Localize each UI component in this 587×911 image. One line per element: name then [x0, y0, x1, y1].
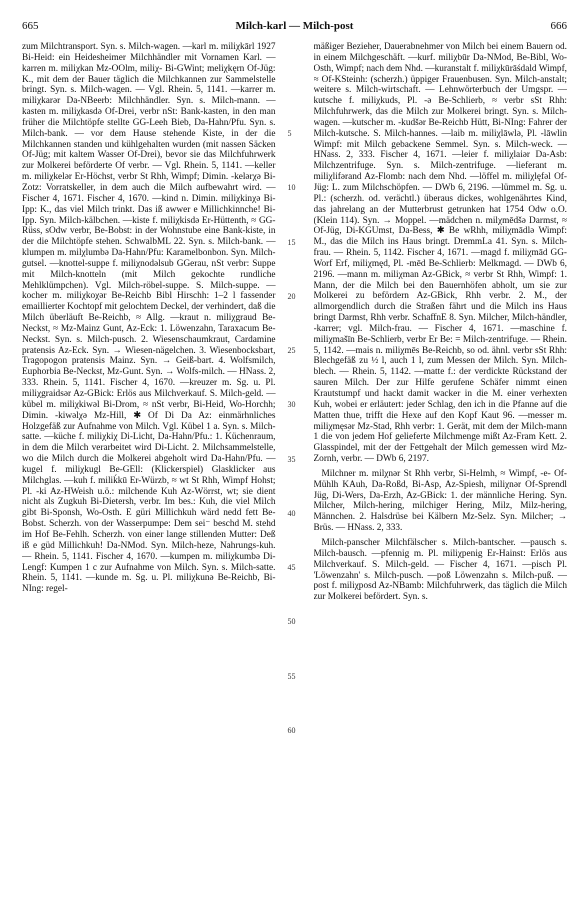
line-number: 60	[287, 726, 296, 735]
entry-block: Milchner m. milχnər St Rhh verbr, Si-Helmh, ≈ Wimpf, -e- Of-Mühlh KAuh, Da-Roßd, Bi-Asp, Az-Spiesh, miliχnər Of-Sprendl Jüg, Di-Wers, Da-Erzh, Az-GBick: 1. der männliche Hering. Syn. Milcher, Milch-hering, milchiger Hering, Milz, Milz-hering, Männchen. 2. Halsdrüse bei Kälbern Mz-Selz. Syn. Milcher; → Brüs. — HNass. 2, 333.	[313, 468, 567, 534]
right-column	[314, 42, 568, 904]
line-number: 5	[287, 129, 292, 138]
line-number: 50	[287, 617, 296, 626]
entry-block: Milch-panscher Milchfälscher s. Milch-bantscher. —pausch s. Milch-bausch. —pfennig m. Pl. miliχpenig Er-Hainst: Erlös aus Milchverkauf. S. Milch-geld. — Fischer 4, 1671. —pisch Pl. 'Löwenzahn' s. Milch-pusch. —poß Löwenzahn s. Milch-puß. —post f. miliχposd Az-NBamb: Milchfuhrwerk, das täglich die Milch zur Molkerei befördert. Syn. s.	[313, 537, 567, 603]
line-number: 35	[287, 455, 296, 464]
line-number: 55	[287, 672, 296, 681]
entry-block: zum Milchtransport. Syn. s. Milch-wagen. —karl m. miliχkārl 1927 Bi-Heid: ein Heidesheimer Milchhändler mit Vornamen Karl. —karren m. miliχkan Mz-OOlm, miliχ- Bi-GWint; meliχkęrn Of-Jüg: K., mit dem der Bauer täglich die Milchkannen zur Sammelstelle bringt. Syn. s. Milch-wagen. — Vgl. Rhein. 5, 1141. —karrer m. miliχkarər Da-NBeerb: Milchhändler. Syn. s. Milch-mann. —kasten m. miliχkasdə Of-Drei, verbr nSt: Bank-kasten, in den man früher die Milchtöpfe stellte GG-Leeh Bieb, Da-Hahn/Pfu. Syn. s. Milch-bank. — vor dem Hause stehende Kiste, in der die Milchkannen standen und kühlgehalten wurden (mit nassen Säcken Of-Jüg; mit kaltem Wasser Of-Drei), bevor sie das Milchfuhrwerk zur Molkerei beförderte Of verbr. — Vgl. Rhein. 5, 1141. —keller m. miliχkelər Er-Höchst, verbr St Rhh, Wimpf; Dimin. -kelərχə Bi-Zotz: Vorratskeller, in dem auch die Milch aufbewahrt wird. — Fischer 4, 1671. Fischer 4, 1670. —kind n. Dimin. miliχkinχə Bi-Ipp: K., das viel Milch trinkt. Das iß awwer e Millichkinnche! Bi-Ipp. Syn. Milch-kälbchen. —kiste f. miliχkisdə Er-Hüttenth, ≈ GG-Rüss, sOdw verbr, Be-Bobst: in der Wohnstube eine Bank-kiste, in der die Milchtöpfe stehen. SchwalbML 22. Syn. s. Milch-bank. —klumpen m. milχlumbə Da-Hahn/Pfu: Karamelbonbon. Syn. Milch-gutsel. —knottel-suppe f. miliχnodəlsub GGerau, nSt verbr: Suppe mit Milch-knotteln (mit Milch gekochte rundliche Mehlklümpchen). Vgl. Milch-röbel-suppe. S. Milch-suppe. —kocher m. miliχkoχər Be-Reichb Bibl Hirschh: 1–2 l fassender emaillierter Kochtopf mit gelochtem Deckel, der verhindert, daß die Milch überläuft Be-Reichb, ≈ Allg. —kraut n. miliχgraud Be-Neckst, ≈ Mz-Mainz Gunt, Az-Eck: 1. Löwenzahn, Taraxacum Be-Neckst. Syn. s. Milch-pusch. 2. Wiesenschaumkraut, Cardamine pratensis Az-Eck. Syn. → Wiesen-nägelchen. 3. Wiesenbocksbart, Tragopogon pratensis Mainz. Syn. → Geiß-bart. 4. Wolfsmilch, Euphorbia Be-Neckst, Mz-Gunt. Syn. → Wolfs-milch. — HNass. 2, 333. Rhein. 5, 1141. Fischer 4, 1670. —kreuzer m. Sg. u. Pl. miliχgraidsər Az-GBick: Erlös aus Milchverkauf. S. Milch-geld. —kübel m. miliχkiwəl Bi-Drom, ≈ nSt verbr, Bi-Heid, Wo-Horchh; Dimin. -kiwəlχə Mz-Hill, ✱ Of Di Da Az: einmärhnliches Holzgefäß zur Aufnahme von Milch. Vgl. Kübel 1 a. Syn. s. Milch-satte. —küche f. miliχkiχ Di-Licht, Da-Hahn/Pfu.: 1. Küchenraum, in dem die Milch verarbeitet wird Di-Licht. 2. Milchsammelstelle, wo die Milch durch die Molkerei abgeholt wird Da-Hahn/Pfu. —kugel f. miliχkugl Be-GEll: (Klickerspiel) Glasklicker aus Milchglas. —kuh f. miliḱkū Er-Würzb, ≈ wt St Rhh, Wimpf Hohst; Pl. -ki Az-HWeish u.ö.: milchende Kuh Az-Wörrst, wt; sie dient nicht als Zugkuh Bi-Dietersh, verbr. Im bes.: Kuh, die viel Milch gibt Bi-Sponsh, Wo-Osth. E güri Millichkuh wärd nedd fett Be-Bobst. Scherzh. von der Wasserpumpe: Dem sei⁻ beschd M. stehd im Hof Be-Fehlh. Scherzh. von einer lange stillenden Mutter: Deß iß e güd Millichkuh! Da-NMod. Syn. Milch-heze, Nahrungs-kuh. — Rhein. 5, 1141. Fischer 4, 1670. —kumpen m. miliχkumbə Di-Lengf: Kumpen 1 c zur Aufnahme von Milch. Syn. s. Milch-satte. Rhein. 5, 1141. —kunde m. Sg. u. Pl. miliχkunə Be-Reichb, Bi-NIng: regel-	[22, 42, 276, 595]
line-number: 10	[287, 183, 296, 192]
line-number: 20	[287, 292, 296, 301]
line-number: 40	[287, 509, 296, 518]
running-title: Milch-karl — Milch-post	[235, 20, 354, 32]
page-header	[22, 12, 567, 42]
line-number: 25	[287, 346, 296, 355]
entry-block: mäßiger Bezieher, Dauerabnehmer von Milch bei einem Bauern od. in einem Milchgeschäft. —kurf. miliχbūr Da-NMod, Be-Bibl, Wo-Osth, Wimpf; nach dem Nhd. —kuranstalt f. miliχkūrāśdald Wimpf, ≈ Of-KSteinh: (scherzh.) üppiger Frauenbusen. Syn. Milch-anstalt; weitere s. Milch-wirtschaft. — Lehnwörterbuch der Umgspr. —kutsche f. miliχkuds, Pl. -ə Be-Schlierb, ≈ verbr sSt Rhh: Milchfuhrwerk, das die Milch zur Molkerei bringt. Syn. s. Milch-wagen. —kutscher m. -kudšər Be-Reichb Hütt, Bi-NIng: Fahrer der Milch-kutsche. S. Milch-hannes. —laib m. miliχlāwlə, Pl. -lāwlin Wimpf: mit Milch gebackene Semmel. Syn. s. Milch-weck. — HNass. 2, 333. Fischer 4, 1671. —leier f. miliχlaiər Da-Asb: Milchzentrifuge. Syn. s. Milch-zentrifuge. —lieferant m. miliχlifərand Az-Flomb: nach dem Nhd. —löffel m. miliχlęfəl Of-Jüg: L. zum Milchschöpfen. — DWb 6, 2196. —lümmel m. Sg. u. Pl.: (scherzh. od. verächtl.) überaus dickes, wohlgenährtes Kind, das jahrelang an der Mutterbrust getrunken hat 1754 Odw o.O. (Klein 114). Syn. → Moppel. —mädchen n. milχmēdšə Darmst, ≈ Of-Jüg, Di-KGUmst, Da-Bess, ✱ Be wRhh, miliχmādlə Wimpf: M., das die Milch ins Haus bringt. DremmLa 41. Syn. s. Milch-frau. — Rhein. 5, 1142. Fischer 4, 1671. —magd f. miliχmād GG-Worf Erf, miliχmęd, Pl. -mēd Be-Schlierb: Melkmagd. — DWb 6, 2196. —mann m. miliχman Az-GBick, ≈ verbr St Rhh, Wimpf: 1. Mann, der die Milch bei den Bauernhöfen abholt, um sie zur Molkerei zu befördern Az-GBick, Rhh verbr. 2. M., der allmorgendlich durch die Straßen fährt und die Milch ins Haus bringt Darmst, Rhh verbr. SchaffnE 8. Syn. Milcher, Milch-händler, -karrer; vgl. Milch-frau. — Fischer 4, 1671. —maschine f. miliχmašīn Be-Schlierb, verbr Er Be: = Milch-zentrifuge. — Rhein. 5, 1142. —mais n. miliχmēs Be-Reichb, so od. ähnl. verbr sSt Rhh: Blechgefäß zu ½ l, auch 1 l, zum Messen der Milch. Syn. Milch-blech. — Rhein. 5, 1142. —matte f.: der verdickte Rückstand der sauren Milch. Der zur Hilfe gerufene Schäfer nimmt einen Krautstumpf und hackt damit wacker in die M. einer verhexten Kuh, wobei er erläutert: jeder Schlag, den ich in die Pfanne auf die Matten thue, trifft die Hexe auf den Kopf Kaut 96. —messer m. miliχmęsər Mz-Stad, Rhh verbr: 1. Gerät, mit dem der Milch-mann 1 die von jedem Hof gelieferte Milchmenge mißt Az-Fram Kett. 2. Glasspindel, mit der der Fettgehalt der Milch gemessen wird Mz-Zornh, verbr. — DWb 6, 2197.	[313, 42, 567, 465]
page-number-left: 665	[22, 20, 39, 32]
page-number-right: 666	[550, 20, 567, 32]
left-column	[22, 42, 276, 904]
line-number-gutter	[286, 42, 304, 904]
line-number: 15	[287, 238, 296, 247]
line-number: 30	[287, 400, 296, 409]
two-column-body	[22, 42, 567, 904]
line-number: 45	[287, 563, 296, 572]
